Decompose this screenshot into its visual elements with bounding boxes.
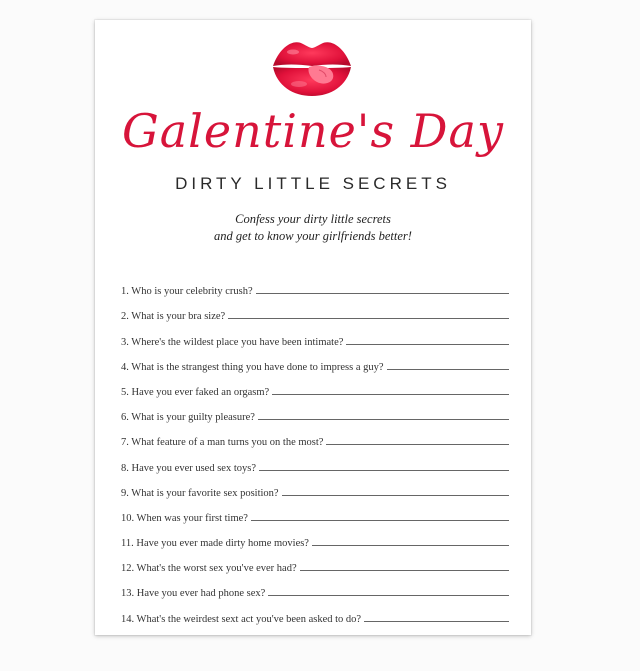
question-text: 9. What is your favorite sex position? [121,487,279,499]
question-item [121,448,509,473]
question-text: 2. What is your bra size? [121,311,226,323]
answer-line [228,317,509,319]
answer-line [364,620,509,622]
answer-line [282,494,509,496]
question-text: 12. What's the worst sex you've ever had? [121,563,297,575]
answer-line [346,343,509,345]
question-item [121,474,509,499]
question-text: 13. Have you ever had phone sex? [121,588,266,600]
lips-icon [269,34,355,100]
intro-line: Confess your dirty little secrets [235,212,391,226]
question-text: 5. Have you ever faked an orgasm? [121,386,270,398]
question-item [121,272,509,297]
question-text: 6. What is your guilty pleasure? [121,412,255,424]
question-text: 3. Where's the wildest place you have been intimate? [121,336,344,348]
question-list [121,272,509,625]
question-text: 11. Have you ever made dirty home movies? [121,538,309,550]
question-item [121,398,509,423]
answer-line [256,292,509,294]
question-item [121,599,509,624]
question-text: 8. Have you ever used sex toys? [121,462,257,474]
question-text: 1. Who is your celebrity crush? [121,286,253,298]
answer-line [300,569,509,571]
question-item [121,423,509,448]
question-item [121,524,509,549]
answer-line [312,544,509,546]
question-item [121,499,509,524]
question-item [121,348,509,373]
intro-text [95,211,531,245]
question-text: 7. What feature of a man turns you on the most? [121,437,324,449]
answer-line [268,594,509,596]
question-item [121,322,509,347]
answer-line [251,519,509,521]
question-item [121,297,509,322]
card-title: Galentine's Day [122,104,504,158]
question-text: 4. What is the strangest thing you have done to impress a guy? [121,361,384,373]
game-card [95,20,531,635]
question-item [121,549,509,574]
intro-line: and get to know your girlfriends better! [214,229,412,243]
card-subtitle: DIRTY LITTLE SECRETS [175,174,451,193]
question-text: 10. When was your first time? [121,512,248,524]
answer-line [258,418,509,420]
question-text: 14. What's the weirdest sext act you've been asked to do? [121,613,362,625]
question-item [121,574,509,599]
answer-line [387,368,509,370]
answer-line [326,443,509,445]
answer-line [259,469,509,471]
answer-line [272,393,509,395]
question-item [121,373,509,398]
